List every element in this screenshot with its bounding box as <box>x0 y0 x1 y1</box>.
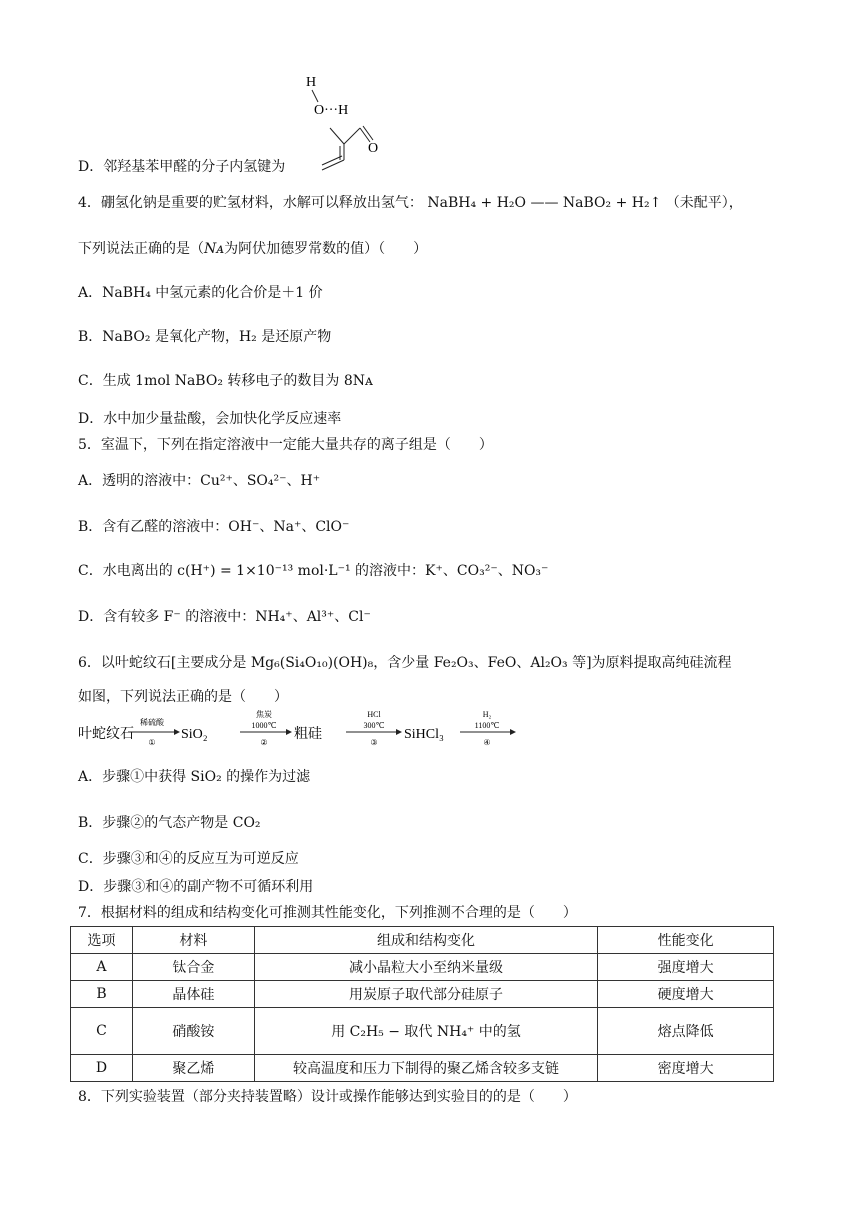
mol-label-h: H <box>306 75 317 90</box>
flow-arrow3-top: HCl <box>367 710 381 719</box>
table-cell: 用炭原子取代部分硅原子 <box>254 981 598 1008</box>
mol-label-o: O <box>368 141 379 156</box>
flow-arrow2-top: 焦炭 <box>256 710 272 719</box>
q6-stem-b: 如图，下列说法正确的是（ ） <box>78 689 288 705</box>
table-cell: 较高温度和压力下制得的聚乙烯含较多支链 <box>254 1055 598 1082</box>
flow-arrow3-bot: ③ <box>370 738 378 747</box>
flow-step-1: SiO₂ <box>181 727 208 742</box>
mol-label-oh: O···H <box>314 103 349 118</box>
table-row <box>71 981 774 1008</box>
flow-step-3: SiHCl₃ <box>404 727 444 742</box>
q6-option-c: C．步骤③和④的反应互为可逆反应 <box>78 851 299 867</box>
flow-arrow1-bot: ① <box>148 738 156 747</box>
flow-arrow4-mid: 1100℃ <box>474 721 500 730</box>
table-cell: 钛合金 <box>132 954 254 981</box>
silicon-process-flow <box>78 708 518 754</box>
table-row <box>71 954 774 981</box>
table-cell: C <box>71 1008 133 1055</box>
q4-option-c: C．生成 1mol NaBO₂ 转移电子的数目为 8Nᴀ <box>78 373 373 389</box>
q6-option-d: D．步骤③和④的副产物不可循环利用 <box>78 879 314 895</box>
table-cell: 熔点降低 <box>598 1008 774 1055</box>
header-cell: 材料 <box>132 927 254 954</box>
q6-option-b: B．步骤②的气态产物是 CO₂ <box>78 815 261 831</box>
q7-table <box>70 926 774 1082</box>
table-cell: 硬度增大 <box>598 981 774 1008</box>
q4-note: （未配平）， <box>665 195 743 211</box>
flow-step-2: 粗硅 <box>294 727 322 742</box>
prev-option-d: D．邻羟基苯甲醛的分子内氢键为 <box>78 159 286 175</box>
table-cell: 聚乙烯 <box>132 1055 254 1082</box>
table-header-row <box>71 927 774 954</box>
q4-stem-c: 为阿伏加德罗常数的值）（ ） <box>224 241 428 257</box>
q5-option-b: B．含有乙醛的溶液中：OH⁻、Na⁺、ClO⁻ <box>78 519 350 535</box>
table-cell: 密度增大 <box>598 1055 774 1082</box>
table-cell: 减小晶粒大小至纳米量级 <box>254 954 598 981</box>
table-cell: D <box>71 1055 133 1082</box>
header-cell: 性能变化 <box>598 927 774 954</box>
q7-stem: 7．根据材料的组成和结构变化可推测其性能变化，下列推测不合理的是（ ） <box>78 905 577 921</box>
table-cell: A <box>71 954 133 981</box>
header-cell: 组成和结构变化 <box>254 927 598 954</box>
q6-stem-a: 6．以叶蛇纹石[主要成分是 Mg₆(Si₄O₁₀)(OH)₈，含少量 Fe₂O₃、FeO、Al₂O₃ 等]为原料提取高纯硅流程 <box>78 655 732 671</box>
q5-option-c: C．水电离出的 c(H⁺) = 1×10⁻¹³ mol·L⁻¹ 的溶液中：K⁺、CO₃²⁻、NO₃⁻ <box>78 563 549 579</box>
q4-option-b: B．NaBO₂ 是氧化产物，H₂ 是还原产物 <box>78 329 332 345</box>
q4-stem-a: 4．硼氢化钠是重要的贮氢材料，水解可以释放出氢气： <box>78 195 423 211</box>
header-cell: 选项 <box>71 927 133 954</box>
q4-stem-2 <box>78 240 427 258</box>
flow-arrow4-bot: ④ <box>483 738 491 747</box>
flow-arrow1-top: 稀硫酸 <box>140 718 164 727</box>
flow-arrow2-mid: 1000℃ <box>251 721 277 730</box>
flow-step-0: 叶蛇纹石 <box>78 727 134 742</box>
flow-arrow3-mid: 300℃ <box>363 721 385 730</box>
q4-stem <box>78 194 743 212</box>
q4-equation: NaBH₄ + H₂O —— NaBO₂ + H₂↑ <box>427 195 662 211</box>
table-row <box>71 1008 774 1055</box>
table-cell: 硝酸铵 <box>132 1008 254 1055</box>
q4-stem-b: 下列说法正确的是（ <box>78 241 204 257</box>
table-cell: 晶体硅 <box>132 981 254 1008</box>
q4-option-d: D．水中加少量盐酸，会加快化学反应速率 <box>78 411 342 427</box>
q5-stem: 5．室温下，下列在指定溶液中一定能大量共存的离子组是（ ） <box>78 437 493 453</box>
q4-na: Nᴀ <box>204 241 225 257</box>
q5-option-d: D．含有较多 F⁻ 的溶液中：NH₄⁺、Al³⁺、Cl⁻ <box>78 609 371 625</box>
q5-option-a: A．透明的溶液中：Cu²⁺、SO₄²⁻、H⁺ <box>78 473 321 489</box>
table-cell: 用 C₂H₅ − 取代 NH₄⁺ 中的氢 <box>254 1008 598 1055</box>
table-cell: B <box>71 981 133 1008</box>
salicylaldehyde-structure <box>300 62 400 172</box>
flow-arrow4-top: H₂ <box>482 710 492 719</box>
table-row <box>71 1055 774 1082</box>
q4-option-a: A．NaBH₄ 中氢元素的化合价是＋1 价 <box>78 285 323 301</box>
q6-option-a: A．步骤①中获得 SiO₂ 的操作为过滤 <box>78 769 311 785</box>
table-cell: 强度增大 <box>598 954 774 981</box>
flow-arrow2-bot: ② <box>260 738 268 747</box>
q8-stem: 8．下列实验装置（部分夹持装置略）设计或操作能够达到实验目的的是（ ） <box>78 1089 577 1105</box>
